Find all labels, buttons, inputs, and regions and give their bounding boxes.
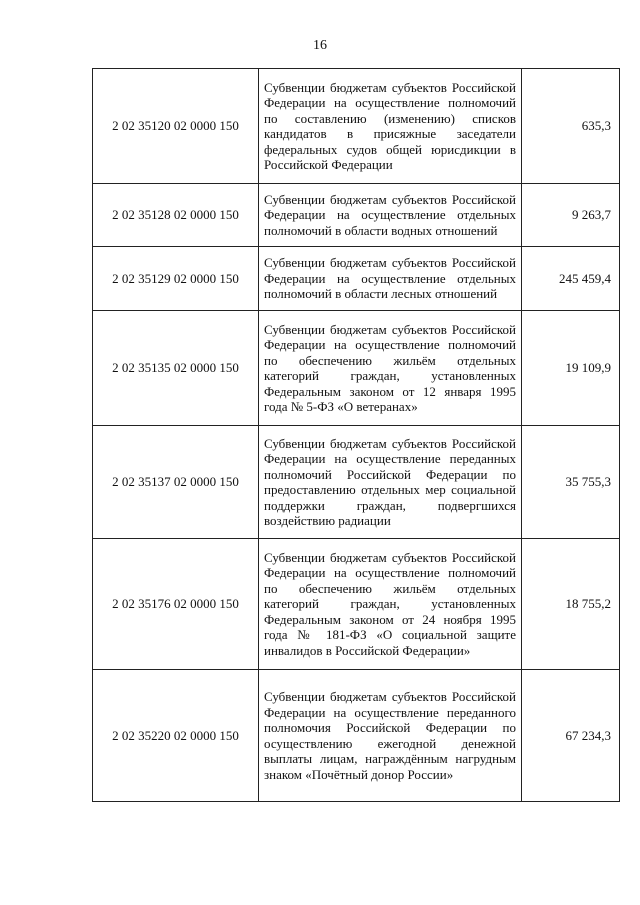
budget-code-cell: 2 02 35176 02 0000 150 xyxy=(93,539,259,670)
table-row xyxy=(93,670,620,802)
table-row xyxy=(93,184,620,247)
table-row xyxy=(93,311,620,426)
table-row xyxy=(93,247,620,311)
description-cell: Субвенции бюджетам субъектов Российской Федерации на осуществление отдельных полномочий в области лесных отношений xyxy=(259,247,522,311)
budget-code-cell: 2 02 35120 02 0000 150 xyxy=(93,69,259,184)
table-row xyxy=(93,539,620,670)
description-cell: Субвенции бюджетам субъектов Российской Федерации на осуществление отдельных полномочий в области водных отношений xyxy=(259,184,522,247)
amount-cell: 635,3 xyxy=(522,69,620,184)
page-number: 16 xyxy=(313,38,327,53)
description-cell: Субвенции бюджетам субъектов Российской Федерации на осуществление полномочий по составлению (изменению) списков кандидатов в присяжные заседатели федеральных судов общей юрисдикции в Российской Федерации xyxy=(259,69,522,184)
description-cell: Субвенции бюджетам субъектов Российской Федерации на осуществление переданных полномочий Российской Федерации по предоставлению отдельных мер социальной поддержки граждан, подвергшихся воздействию радиации xyxy=(259,426,522,539)
amount-cell: 245 459,4 xyxy=(522,247,620,311)
table-row xyxy=(93,69,620,184)
budget-code-cell: 2 02 35129 02 0000 150 xyxy=(93,247,259,311)
description-cell: Субвенции бюджетам субъектов Российской Федерации на осуществление переданного полномочия Российской Федерации по осуществлению ежегодной денежной выплаты лицам, награждённым нагрудным знаком «Почётный донор России» xyxy=(259,670,522,802)
budget-code-cell: 2 02 35220 02 0000 150 xyxy=(93,670,259,802)
amount-cell: 19 109,9 xyxy=(522,311,620,426)
table-row xyxy=(93,426,620,539)
budget-code-cell: 2 02 35128 02 0000 150 xyxy=(93,184,259,247)
budget-code-cell: 2 02 35137 02 0000 150 xyxy=(93,426,259,539)
description-cell: Субвенции бюджетам субъектов Российской Федерации на осуществление полномочий по обеспечению жильём отдельных категорий граждан, установленных Федеральным законом от 12 января 1995 года № 5-ФЗ «О ветеранах» xyxy=(259,311,522,426)
amount-cell: 18 755,2 xyxy=(522,539,620,670)
amount-cell: 67 234,3 xyxy=(522,670,620,802)
amount-cell: 35 755,3 xyxy=(522,426,620,539)
amount-cell: 9 263,7 xyxy=(522,184,620,247)
budget-subventions-table xyxy=(92,68,620,802)
budget-code-cell: 2 02 35135 02 0000 150 xyxy=(93,311,259,426)
description-cell: Субвенции бюджетам субъектов Российской Федерации на осуществление полномочий по обеспечению жильём отдельных категорий граждан, установленных Федеральным законом от 24 ноября 1995 года № 181-ФЗ «О социальной защите инвалидов в Российской Федерации» xyxy=(259,539,522,670)
